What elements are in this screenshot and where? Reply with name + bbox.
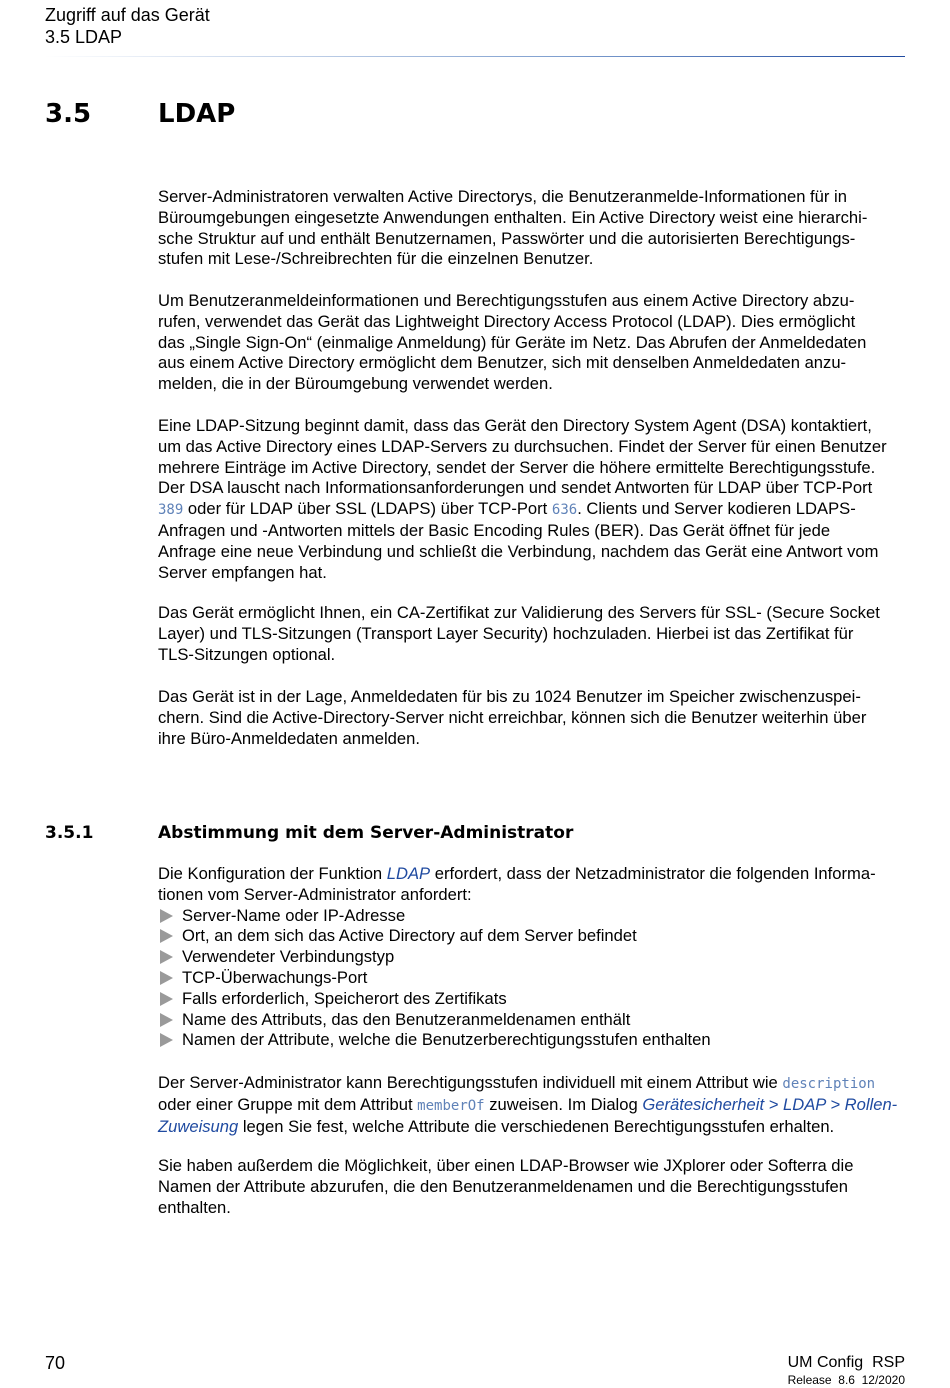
triangle-bullet-icon <box>160 950 173 964</box>
text-line: melden, die in der Büroumgebung verwendet werden. <box>158 374 553 394</box>
running-header <box>45 4 210 48</box>
memberof-attribute-code: memberOf <box>417 1097 485 1114</box>
footer-doc-title: UM Config RSP <box>787 1354 905 1371</box>
text-line: tionen vom Server-Administrator anfordert: <box>158 884 472 904</box>
list-item-text: TCP-Überwachungs-Port <box>182 967 368 987</box>
config-before-text: Die Konfiguration der Funktion <box>158 864 387 883</box>
paragraph-configuration <box>158 864 910 1051</box>
list-item-text: Name des Attributs, das den Benutzeranmeldenamen enthält <box>182 1009 631 1029</box>
list-item <box>158 947 910 968</box>
text-line <box>158 864 910 885</box>
triangle-bullet-icon <box>160 971 173 985</box>
header-chapter: Zugriff auf das Gerät <box>45 5 210 25</box>
attr-line1-text: Der Server-Administrator kann Berechtigungsstufen individuell mit einem Attribut wie <box>158 1073 783 1092</box>
text-line: TLS-Sitzungen optional. <box>158 644 336 664</box>
text-line: Layer) und TLS-Sitzungen (Transport Layer Security) hochzuladen. Hierbei ist das Zertifikat für <box>158 623 854 643</box>
config-after-text: erfordert, dass der Netzadministrator die folgenden Informa- <box>430 864 876 883</box>
page-number: 70 <box>45 1353 66 1373</box>
attr-line2-after: zuweisen. Im Dialog <box>484 1094 643 1114</box>
text-line: sche Struktur auf und enthält Benutzernamen, Passwörter und die autorisierten Berechtigungs- <box>158 228 856 248</box>
text-line: enthalten. <box>158 1197 231 1217</box>
header-rule <box>45 56 905 57</box>
text-line: Anfragen und -Antworten mittels der Basic Encoding Rules (BER). Das Gerät öffnet für jede <box>158 520 831 540</box>
paragraph-attributes <box>158 1073 910 1137</box>
text-line: rufen, verwendet das Gerät das Lightweight Directory Access Protocol (LDAP). Dies ermöglicht <box>158 311 856 331</box>
triangle-bullet-icon <box>160 992 173 1006</box>
paragraph-cache <box>158 687 910 749</box>
text-line: Eine LDAP-Sitzung beginnt damit, dass das Gerät den Directory System Agent (DSA) kontaktiert, <box>158 416 872 435</box>
paragraph-ldap-purpose <box>158 291 910 395</box>
dialog-path-link-cont[interactable]: Zuweisung <box>158 1116 239 1136</box>
ports-mid-text: oder für LDAP über SSL (LDAPS) über TCP-Port <box>183 499 552 519</box>
text-line: ihre Büro-Anmeldedaten anmelden. <box>158 728 420 748</box>
ldap-function-link[interactable]: LDAP <box>386 864 431 883</box>
paragraph-ldap-browser <box>158 1156 910 1218</box>
text-line <box>158 1073 910 1095</box>
port-ldap-code: 389 <box>158 502 184 519</box>
subsection-title: Abstimmung mit dem Server-Administrator <box>158 823 574 843</box>
port-ldaps-code: 636 <box>551 502 578 519</box>
text-line: Der DSA lauscht nach Informationsanforderungen und sendet Antworten für LDAP über TCP-Port <box>158 478 873 498</box>
text-line <box>158 1095 910 1117</box>
text-line: Sie haben außerdem die Möglichkeit, über einen LDAP-Browser wie JXplorer oder Softerra die <box>158 1156 854 1175</box>
description-attribute-code: description <box>782 1076 876 1092</box>
list-item <box>158 926 910 947</box>
text-line: stufen mit Lese-/Schreibrechten für die einzelnen Benutzer. <box>158 249 594 269</box>
text-line: Um Benutzeranmeldeinformationen und Berechtigungsstufen aus einem Active Directory abzu- <box>158 291 855 310</box>
paragraph-certificate <box>158 603 910 665</box>
ports-after-text: . Clients und Server kodieren LDAPS- <box>577 499 856 519</box>
list-item <box>158 989 910 1010</box>
list-item-text: Falls erforderlich, Speicherort des Zertifikats <box>182 988 507 1008</box>
list-item <box>158 1030 910 1051</box>
list-item <box>158 1010 910 1031</box>
attr-line2-text: oder einer Gruppe mit dem Attribut <box>158 1094 418 1114</box>
list-item <box>158 906 910 927</box>
list-item <box>158 968 910 989</box>
text-line: mehrere Einträge im Active Directory, sendet der Server die höhere ermittelte Berechtigungsstufe. <box>158 457 876 477</box>
text-line: aus einem Active Directory ermöglicht dem Benutzer, sich mit denselben Anmeldedaten anzu- <box>158 353 847 373</box>
text-line: Büroumgebungen eingesetzte Anwendungen enthalten. Ein Active Directory weist eine hierarchi- <box>158 207 868 227</box>
header-section: 3.5 LDAP <box>45 27 123 47</box>
text-line: Namen der Attribute abzurufen, die den Benutzeranmeldenamen und die Berechtigungsstufen <box>158 1176 849 1196</box>
attr-line3-after: legen Sie fest, welche Attribute die verschiedenen Berechtigungsstufen erhalten. <box>238 1116 835 1136</box>
paragraph-ldap-session <box>158 416 910 583</box>
subsection-number: 3.5.1 <box>45 823 94 843</box>
triangle-bullet-icon <box>160 909 173 923</box>
text-line: Anfrage eine neue Verbindung und schließt die Verbindung, nachdem das Gerät eine Antwort vom <box>158 541 879 561</box>
list-item-text: Namen der Attribute, welche die Benutzerberechtigungsstufen enthalten <box>182 1030 711 1050</box>
footer-release: Release 8.6 12/2020 <box>787 1373 905 1387</box>
text-line: das „Single Sign-On“ (einmalige Anmeldung) für Geräte im Netz. Das Abrufen der Anmeldedaten <box>158 332 867 352</box>
paragraph-intro <box>158 187 910 270</box>
dialog-path-link[interactable]: Gerätesicherheit > LDAP > Rollen- <box>642 1094 898 1114</box>
text-line-ports <box>158 499 910 521</box>
list-item-text: Server-Name oder IP-Adresse <box>182 905 406 925</box>
list-item-text: Verwendeter Verbindungstyp <box>182 947 395 967</box>
triangle-bullet-icon <box>160 1033 173 1047</box>
text-line: Server empfangen hat. <box>158 562 327 582</box>
text-line: Das Gerät ist in der Lage, Anmeldedaten für bis zu 1024 Benutzer im Speicher zwischenzuspei- <box>158 687 861 706</box>
triangle-bullet-icon <box>160 1013 173 1027</box>
text-line: chern. Sind die Active-Directory-Server nicht erreichbar, können sich die Benutzer weiterhin über <box>158 707 867 727</box>
section-title: LDAP <box>158 99 236 129</box>
text-line <box>158 1117 910 1138</box>
text-line: Server-Administratoren verwalten Active Directorys, die Benutzeranmelde-Informationen für in <box>158 187 847 206</box>
text-line: Das Gerät ermöglicht Ihnen, ein CA-Zertifikat zur Validierung des Servers für SSL- (Secure Socket <box>158 603 880 622</box>
triangle-bullet-icon <box>160 929 173 943</box>
section-number: 3.5 <box>45 99 92 129</box>
text-line: um das Active Directory eines LDAP-Servers zu durchsuchen. Findet der Server für einen Benutzer <box>158 436 887 456</box>
footer-info <box>788 1354 905 1388</box>
list-item-text: Ort, an dem sich das Active Directory auf dem Server befindet <box>182 926 637 946</box>
requirements-list <box>158 906 910 1052</box>
